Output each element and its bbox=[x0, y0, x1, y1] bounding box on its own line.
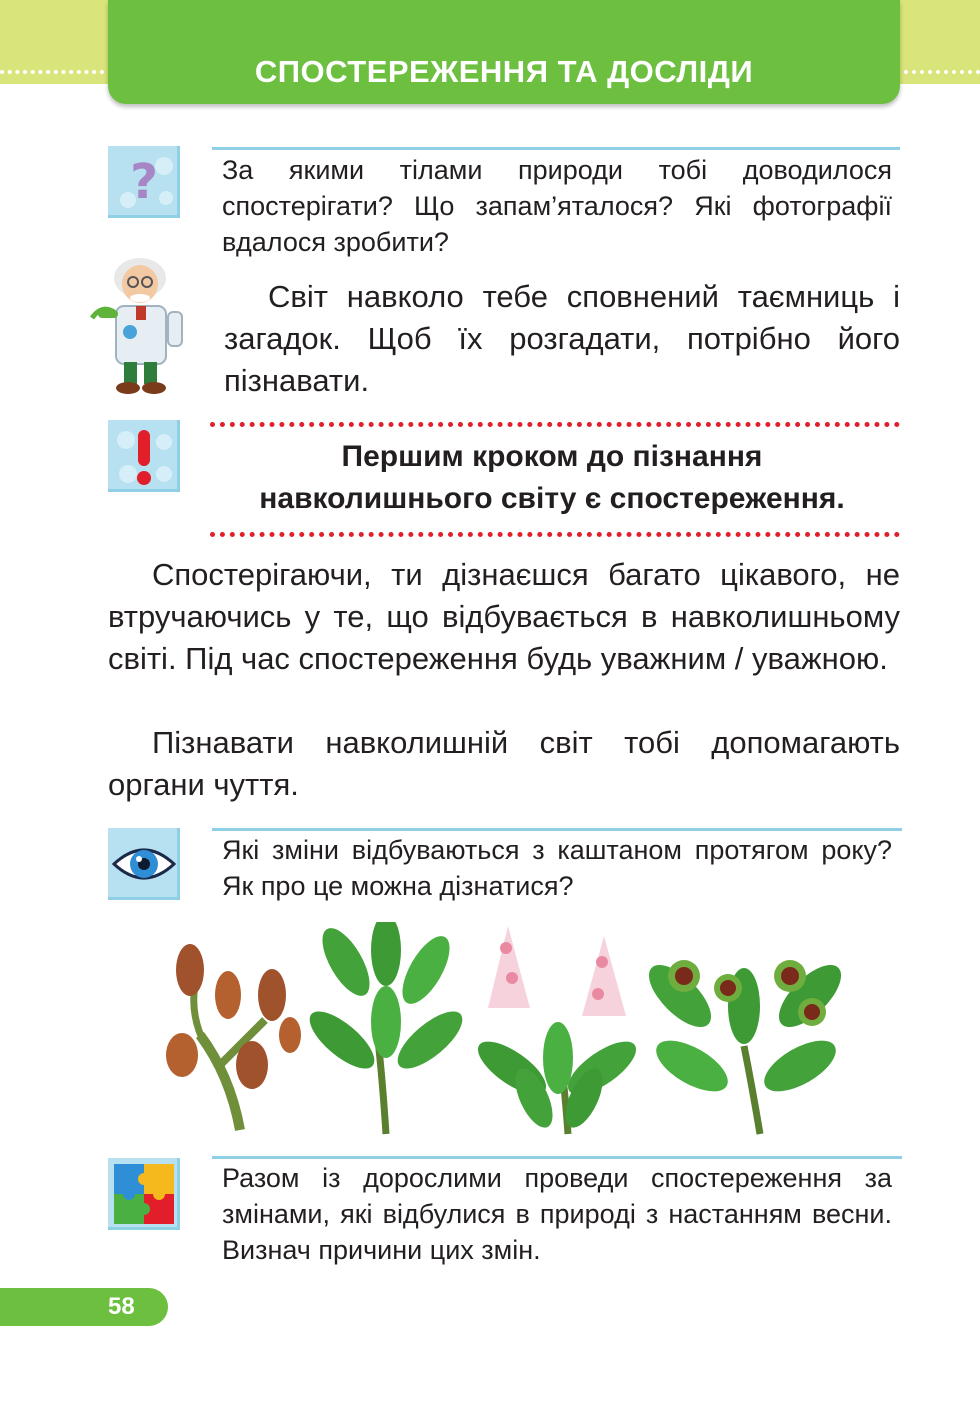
paragraph-senses: Пізнавати навколишній світ тобі допомагають органи чуття. bbox=[108, 725, 900, 802]
observe-bar bbox=[212, 828, 902, 831]
task-text: Разом із дорослими проведи спостереження за змінами, які відбулися в природі з настанням весни. Визнач причини цих змін. bbox=[222, 1163, 892, 1265]
question-mark-icon bbox=[108, 146, 180, 218]
rule-line-1: Першим кроком до пізнання bbox=[341, 440, 763, 473]
puzzle-icon bbox=[108, 1158, 180, 1230]
header-dots-right bbox=[904, 70, 980, 78]
question-text: За якими тілами природи тобі доводилося спостерігати? Що запам’яталося? Які фотографії вдалося зробити? bbox=[222, 155, 892, 257]
svg-text:?: ? bbox=[130, 154, 158, 210]
intro-text: Світ навколо тебе сповнений таємниць і загадок. Щоб їх розгадати, потрібно його пізнавати. bbox=[224, 279, 900, 398]
chestnut-fruits-image bbox=[640, 936, 850, 1136]
observe-text: Які зміни відбуваються з каштаном протягом року? Як про це можна дізнатися? bbox=[222, 835, 892, 901]
header-dots-left bbox=[0, 70, 104, 78]
chestnut-leaves-image bbox=[306, 922, 466, 1136]
chestnut-buds-image bbox=[160, 925, 305, 1135]
page-title: СПОСТЕРЕЖЕННЯ ТА ДОСЛІДИ bbox=[254, 54, 754, 89]
paragraph-observation: Спостерігаючи, ти дізнаєшся багато цікавого, не втручаючись у те, що відбувається в навколишньому світі. Під час спостереження будь уважним / уважною. bbox=[108, 557, 900, 676]
question-bar bbox=[212, 147, 900, 150]
page-number: 58 bbox=[108, 1293, 135, 1320]
task-bar bbox=[212, 1156, 902, 1159]
exclamation-mark-icon bbox=[108, 420, 180, 492]
chestnut-flowers-image bbox=[478, 918, 636, 1136]
red-dotted-line-bottom bbox=[210, 532, 900, 537]
rule-line-2: навколишнього світу є спостереження. bbox=[259, 482, 845, 515]
scientist-illustration bbox=[86, 254, 206, 396]
page-number-tab bbox=[0, 1288, 168, 1326]
red-dotted-line-top bbox=[210, 422, 900, 427]
eye-icon bbox=[108, 828, 180, 900]
